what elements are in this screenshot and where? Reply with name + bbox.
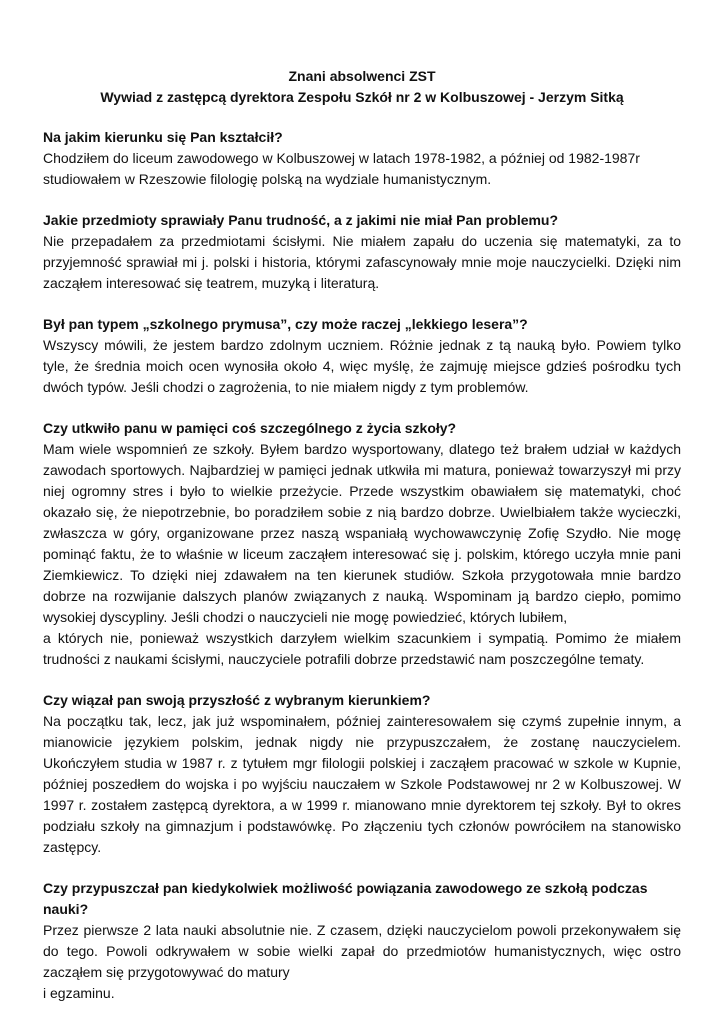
qa-block	[43, 878, 681, 1004]
qa-block	[43, 418, 681, 670]
answer-paragraph: Chodziłem do liceum zawodowego w Kolbuszowej w latach 1978-1982, a później od 1982-1987r studiowałem w Rzeszowie filologię polską na wydziale humanistycznym.	[43, 150, 640, 187]
answer-paragraph: Nie przepadałem za przedmiotami ścisłymi. Nie miałem zapału do uczenia się matematyki, za to przyjemność sprawiał mi j. polski i historia, którymi zafascynowały mnie moje nauczycielki. Dzięki nim zacząłem interesować się teatrem, muzyką i literaturą.	[43, 233, 681, 291]
document-page	[43, 66, 681, 1024]
document-title: Znani absolwenci ZST	[288, 68, 436, 84]
answer	[43, 439, 681, 670]
qa-block	[43, 127, 681, 190]
answer-paragraph: i egzaminu.	[43, 985, 115, 1001]
answer	[43, 711, 681, 858]
question: Na jakim kierunku się Pan kształcił?	[43, 129, 283, 145]
document-header	[43, 66, 681, 108]
answer-paragraph: Mam wiele wspomnień ze szkoły. Byłem bardzo wysportowany, dlatego też brałem udział w każdych zawodach sportowych. Najbardziej w pamięci jednak utkwiła mi matura, ponieważ towarzyszył mi przy niej ogromny stres i było to wielkie przeżycie. Przede wszystkim obawiałem się matematyki, choć okazało się, że niepotrzebnie, bo poradziłem sobie z nią bardzo dobrze. Uwielbiałem także wycieczki, zwłaszcza w góry, organizowane przez naszą wspaniałą wychowawczynię Zofię Szydło. Nie mogę pominąć faktu, że to właśnie w liceum zacząłem interesować się j. polskim, którego uczyła mnie pani Ziemkiewicz. To dzięki niej zdawałem na ten kierunek studiów. Szkoła przygotowała mnie bardzo dobrze na rozwijanie dalszych planów związanych z nauką. Wspominam ją bardzo ciepło, pomimo wysokiej dyscypliny. Jeśli chodzi o nauczycieli nie mogę powiedzieć, których lubiłem,	[43, 441, 681, 625]
answer-paragraph: Przez pierwsze 2 lata nauki absolutnie nie. Z czasem, dzięki nauczycielom powoli przekonywałem się do tego. Powoli odkrywałem w sobie wielki zapał do przedmiotów humanistycznych, więc ostro zacząłem się przygotowywać do matury	[43, 922, 681, 980]
answer	[43, 231, 681, 294]
question: Czy wiązał pan swoją przyszłość z wybranym kierunkiem?	[43, 692, 431, 708]
question: Czy utkwiło panu w pamięci coś szczególnego z życia szkoły?	[43, 420, 457, 436]
answer-paragraph: Wszyscy mówili, że jestem bardzo zdolnym uczniem. Różnie jednak z tą nauką było. Powiem tylko tyle, że średnia moich ocen wynosiła około 4, więc myślę, że zajmuję miejsce gdzieś pośrodku tych dwóch typów. Jeśli chodzi o zagrożenia, to nie miałem nigdy z tym problemów.	[43, 337, 681, 395]
answer	[43, 148, 681, 190]
question: Był pan typem „szkolnego prymusa”, czy może raczej „lekkiego lesera”?	[43, 316, 528, 332]
answer	[43, 920, 681, 1004]
qa-block	[43, 690, 681, 858]
question: Czy przypuszczał pan kiedykolwiek możliwość powiązania zawodowego ze szkołą podczas nauki?	[43, 880, 648, 917]
qa-block	[43, 210, 681, 294]
question: Jakie przedmioty sprawiały Panu trudność, a z jakimi nie miał Pan problemu?	[43, 212, 559, 228]
document-subtitle: Wywiad z zastępcą dyrektora Zespołu Szkół nr 2 w Kolbuszowej - Jerzym Sitką	[100, 89, 624, 105]
answer	[43, 335, 681, 398]
answer-paragraph: a których nie, ponieważ wszystkich darzyłem wielkim szacunkiem i sympatią. Pomimo że miałem trudności z naukami ścisłymi, nauczyciele potrafili dobrze przedstawić nam poszczególne tematy.	[43, 630, 681, 667]
qa-block	[43, 314, 681, 398]
answer-paragraph: Na początku tak, lecz, jak już wspominałem, później zainteresowałem się czymś zupełnie innym, a mianowicie językiem polskim, jednak nigdy nie przypuszczałem, że zostanę nauczycielem. Ukończyłem studia w 1987 r. z tytułem mgr filologii polskiej i zacząłem pracować w szkole w Kupnie, później poszedłem do wojska i po wyjściu nauczałem w Szkole Podstawowej nr 2 w Kolbuszowej. W 1997 r. zostałem zastępcą dyrektora, a w 1999 r. mianowano mnie dyrektorem tej szkoły. Był to okres podziału szkoły na gimnazjum i podstawówkę. Po złączeniu tych członów powróciłem na stanowisko zastępcy.	[43, 713, 681, 855]
